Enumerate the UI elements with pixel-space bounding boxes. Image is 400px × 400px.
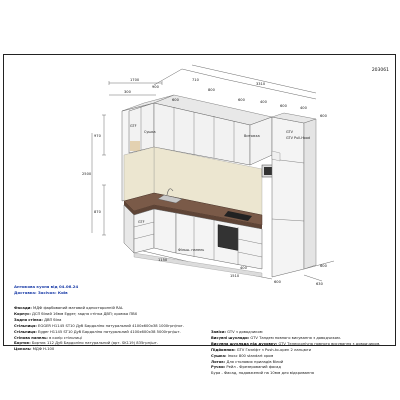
- dim-400a: 400: [260, 100, 267, 104]
- dim-400b: 400: [300, 106, 307, 110]
- note-row: Лоток: Для столових приладів білий: [211, 359, 284, 364]
- wall-panel-accent: [130, 141, 140, 151]
- note-row: Стільниця: EGGER H1145 ST10 Дуб Бардоліно натуральний 4100х600х38 1000грн/пог.: [14, 323, 184, 328]
- dim-600a: 600: [238, 98, 245, 102]
- note-row: Стільниця: Egger H1145 ST10 Дуб Бардоліно натуральний 4100х600х38 5000грн/шт.: [14, 329, 181, 334]
- note-row: Корпус: ДСП білий 16мм Egger; задня стінка ДВП; кромка ПВХ: [14, 311, 138, 316]
- note-row: Бура - Фасад, подовжений на 10мм для відкривання: [211, 371, 314, 376]
- note-row: Висувні шухляди: GTV Тандем повного висування з доводчиком.: [211, 335, 342, 340]
- note-row: Стінова панель: в колір стільниці: [14, 335, 82, 340]
- label-filler: Фільш- панель: [178, 248, 205, 252]
- note-row: Фасади: МДФ фарбований матовий односторонній RAL: [14, 306, 124, 310]
- dim-630: 630: [316, 282, 323, 286]
- note-row: Висувна шухляда під духовку: GTV Телескопічна повного висування з доводчиком.: [211, 341, 381, 346]
- dim-900: 900: [152, 85, 159, 89]
- dim-1700: 1700: [130, 78, 140, 82]
- note-row: Сушка: Інокс 800 standart хром: [211, 353, 274, 358]
- label-hood: Витяжка: [244, 134, 260, 138]
- dim-710: 710: [192, 78, 199, 82]
- spec-notes-left: [14, 306, 207, 353]
- dim-1510: 1510: [230, 274, 240, 278]
- dim-600b: 600: [280, 104, 287, 108]
- label-gtv: GTV: [286, 130, 293, 134]
- label-gtf-lower: GTF: [138, 220, 145, 224]
- note-row: Завіси: GTV з доводчиком: [211, 330, 263, 334]
- note-row: Підйомник: GTV Газліфт з Push-to-open 2 ланцюги: [211, 347, 312, 352]
- note-row: Ручки: Рейл - Фрезерований фасад: [211, 365, 281, 370]
- order-delivery: Доставка: Засічок: Київ: [14, 290, 68, 295]
- dim-970: 970: [94, 134, 101, 138]
- dim-600c: 600: [320, 114, 327, 118]
- lower-corner-cabinet: [134, 209, 154, 253]
- spec-notes-right: [211, 330, 394, 377]
- drawing-sheet: [3, 54, 396, 376]
- dim-3310: 3310: [256, 82, 266, 86]
- sheet-code: 203061: [371, 68, 389, 73]
- note-row: Задня стінка: ДВП біла: [14, 317, 62, 322]
- dim-800: 800: [208, 88, 215, 92]
- dim-600-bottom-a: 600: [274, 280, 281, 284]
- fridge-column: [272, 117, 304, 277]
- note-row: Бортик: Бортик 112 Дуб Бардоліно натуральний (арт. SK119) 835грн/шт.: [14, 341, 158, 346]
- label-gtf: GTF: [130, 124, 137, 128]
- dim-400-bottom: 400: [240, 266, 247, 270]
- label-dryer: Сушка: [144, 130, 156, 134]
- oven: [218, 225, 238, 251]
- dim-300: 300: [124, 90, 131, 94]
- dim-870: 870: [94, 210, 101, 214]
- note-row: Цоколь: МДФ Н-100: [14, 347, 55, 352]
- order-title: Антикова кухня від 04.06.24: [14, 284, 79, 289]
- dim-600-top: 600: [172, 98, 179, 102]
- hood-cabinet: [250, 117, 272, 165]
- dim-1150: 1150: [158, 258, 168, 262]
- kitchen-drawing: [4, 55, 397, 347]
- dim-600-bottom-b: 600: [320, 264, 327, 268]
- label-pull-hood: GTV Pull-Hood: [286, 136, 311, 140]
- dim-2500: 2500: [82, 172, 92, 176]
